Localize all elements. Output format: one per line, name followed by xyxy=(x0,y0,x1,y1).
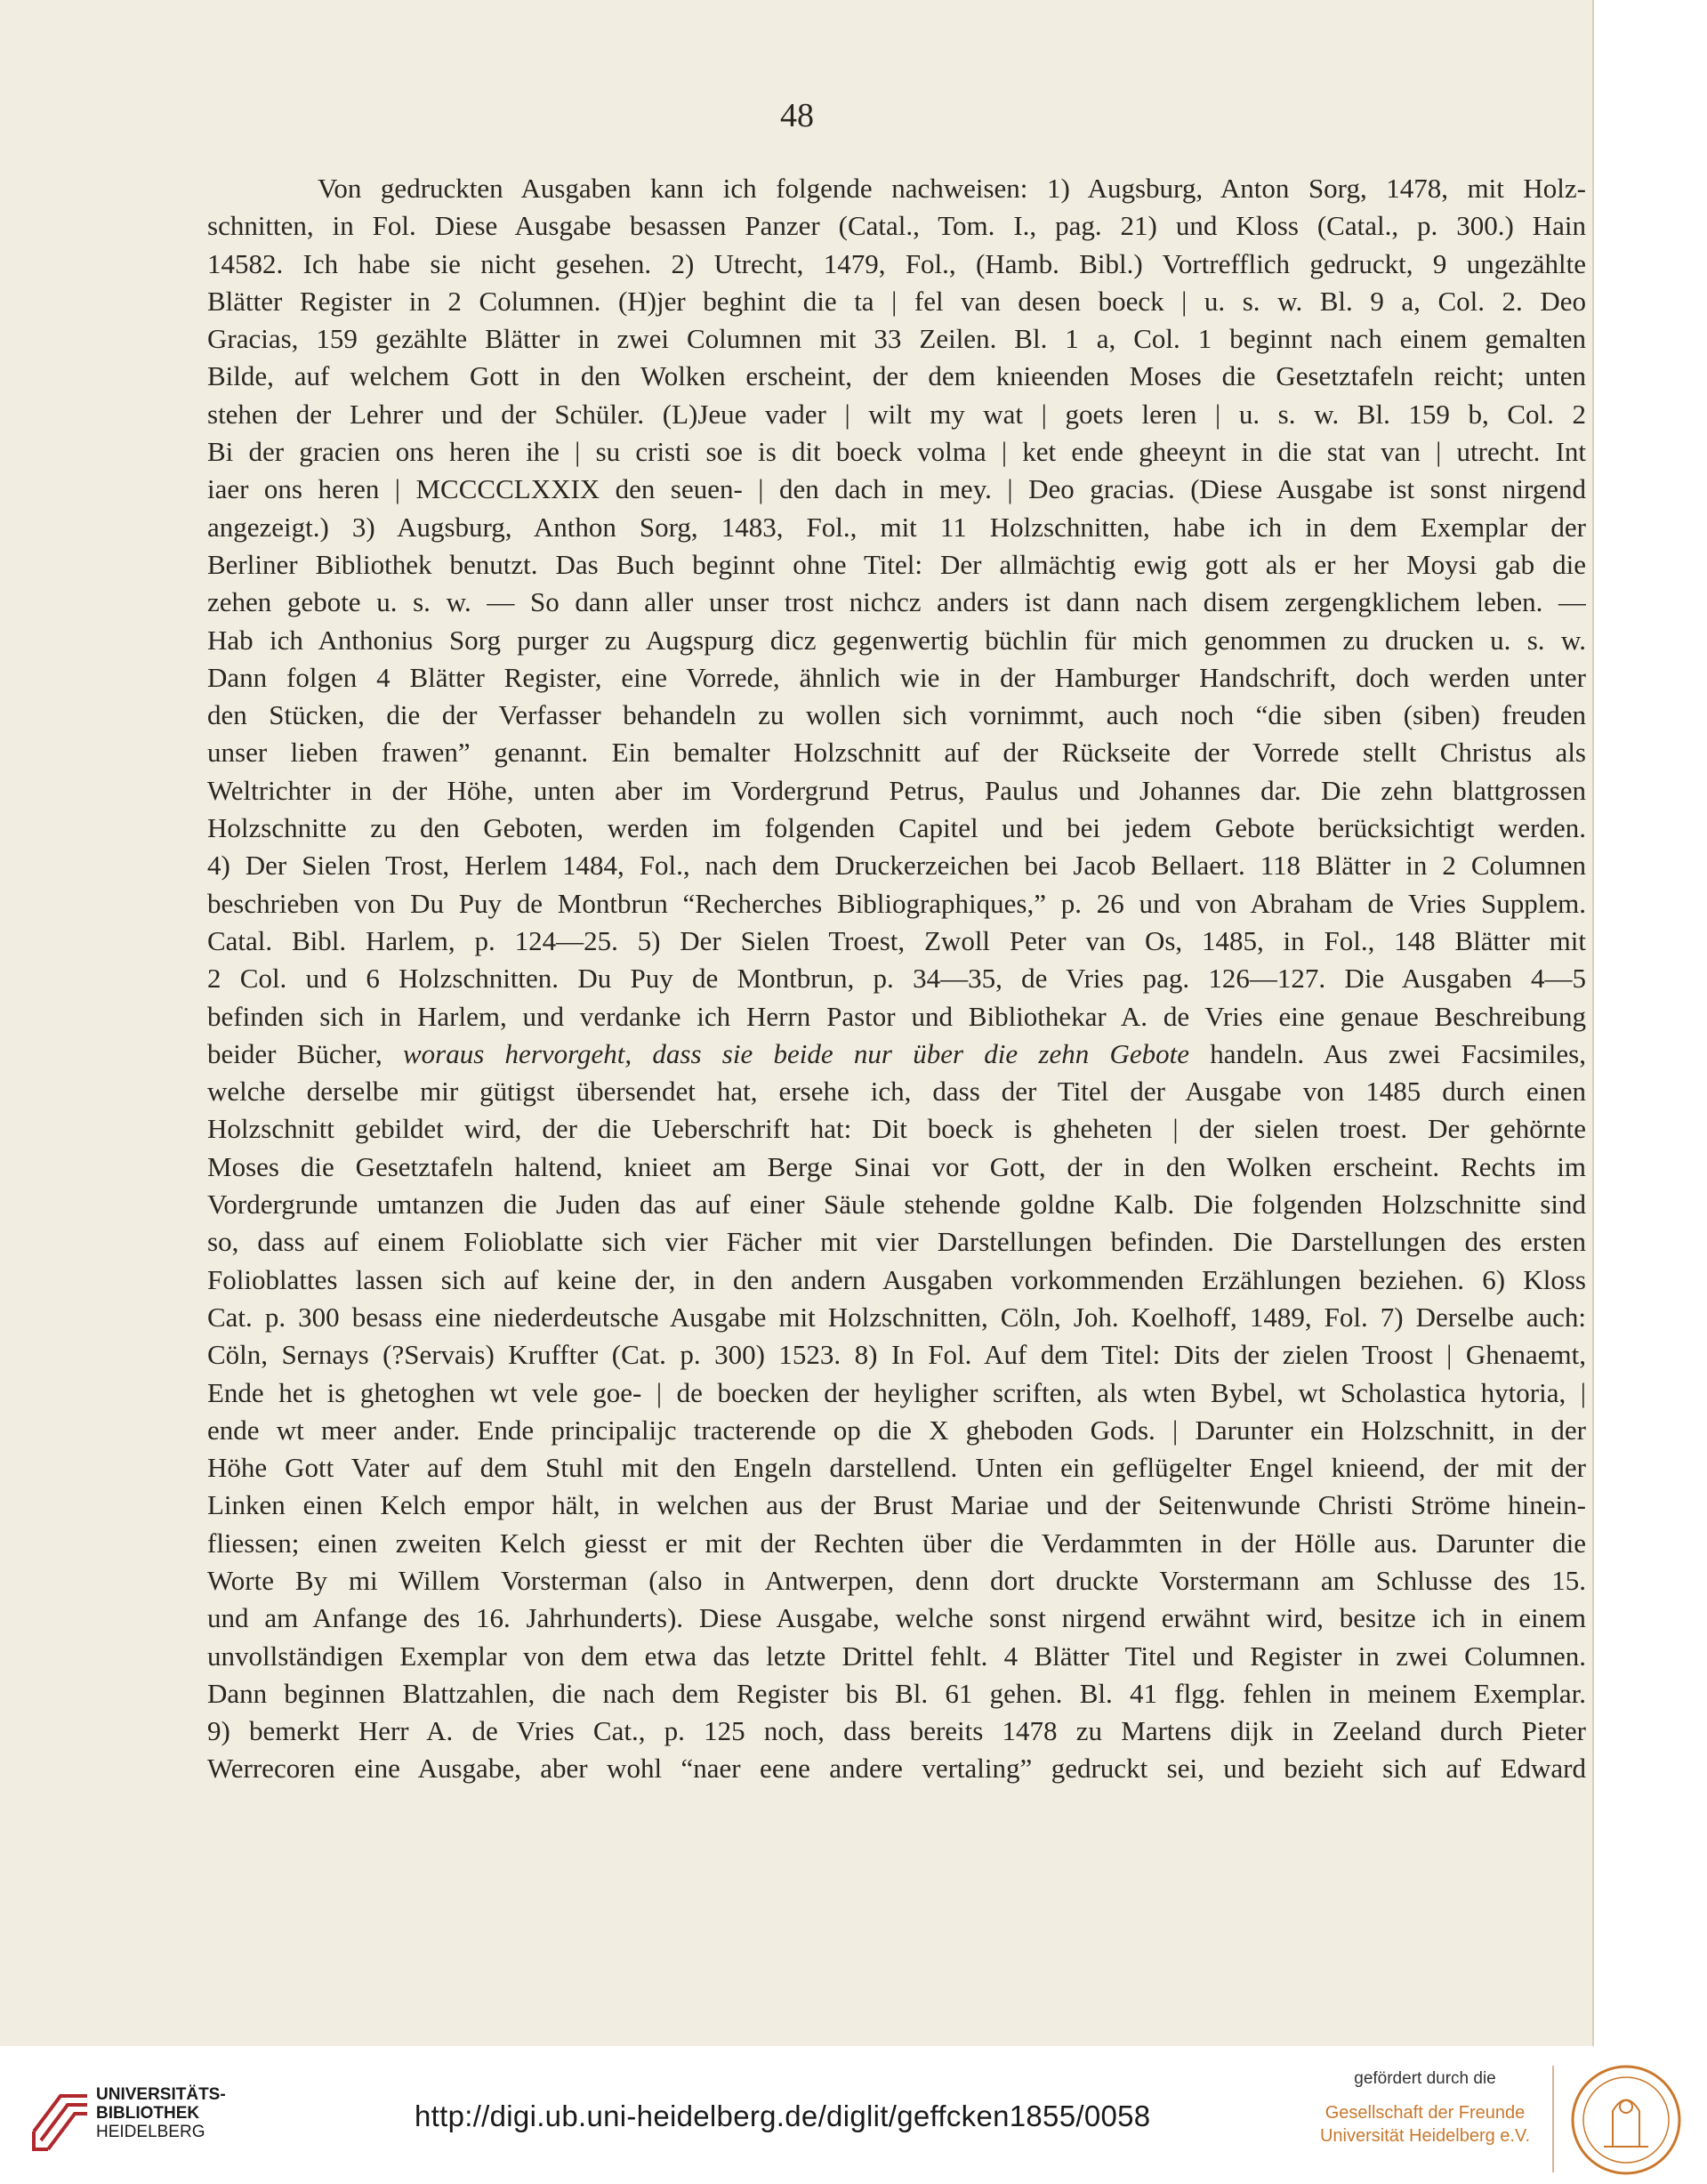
text-line: Blätter Register in 2 Columnen. (H)jer beghint die ta | fel van desen boeck | u. s. w. Bl. 9 a, Col. 2. Deo xyxy=(207,285,1586,317)
text-line: den Stücken, die der Verfasser behandeln zu wollen sich vornimmt, auch noch “die siben (siben) freuden xyxy=(207,699,1586,731)
text-line xyxy=(207,1788,1586,1825)
text-line: Bilde, auf welchem Gott in den Wolken erscheint, der dem knieenden Moses die Gesetztafeln reicht; unten xyxy=(207,360,1586,392)
text-line: angezeigt.) 3) Augsburg, Anthon Sorg, 1483, Fol., mit 11 Holzschnitten, habe ich in dem Exemplar der xyxy=(207,511,1586,543)
emphasized-text: woraus hervorgeht, dass sie beide nur über die zehn Gebote xyxy=(403,1037,1189,1069)
text-line: beider Bücher, woraus hervorgeht, dass sie beide nur über die zehn Gebote handeln. Aus zwei Facsimiles, xyxy=(207,1037,1586,1069)
sponsor-note[interactable] xyxy=(1318,2069,1532,2148)
text-line: so, dass auf einem Folioblatte sich vier Fächer mit vier Darstellungen befinden. Die Darstellungen des ersten xyxy=(207,1226,1586,1258)
text-line: unvollständigen Exemplar von dem etwa das letzte Drittel fehlt. 4 Blätter Titel und Register in zwei Columnen. xyxy=(207,1640,1586,1672)
text-line: Dann beginnen Blattzahlen, die nach dem Register bis Bl. 61 gehen. Bl. 41 flgg. fehlen in meinem Exemplar. xyxy=(207,1677,1586,1709)
text-line: stehen der Lehrer und der Schüler. (L)Jeue vader | wilt my wat | goets leren | u. s. w. Bl. 159 b, Col. 2 xyxy=(207,398,1586,430)
text-line: fliessen; einen zweiten Kelch giesst er mit der Rechten über die Verdammten in der Hölle aus. Darunter die xyxy=(207,1527,1586,1559)
text-line: welche derselbe mir gütigst übersendet hat, ersehe ich, dass der Titel der Ausgabe von 1485 durch einen xyxy=(207,1076,1586,1108)
university-seal-icon xyxy=(1568,2062,1684,2178)
text-line: beschrieben von Du Puy de Montbrun “Recherches Bibliographiques,” p. 26 und von Abraham de Vries Supplem. xyxy=(207,887,1586,919)
text-line: Vordergrunde umtanzen die Juden das auf einer Säule stehende goldne Kalb. Die folgenden Holzschnitte sind xyxy=(207,1189,1586,1221)
text-line: Berliner Bibliothek benutzt. Das Buch beginnt ohne Titel: Der allmächtig ewig gott als er her Moysi gab die xyxy=(207,548,1586,580)
text-line: Werrecoren eine Ausgabe, aber wohl “naer eene andere vertaling” gedruckt sei, und bezieht sich auf Edward xyxy=(207,1753,1586,1785)
text-line: Von gedruckten Ausgaben kann ich folgende nachweisen: 1) Augsburg, Anton Sorg, 1478, mit Holz- xyxy=(318,173,1586,204)
text-line: Weltrichter in der Höhe, unten aber im Vordergrund Petrus, Paulus und Johannes dar. Die zehn blattgrossen xyxy=(207,774,1586,806)
text-line: Ende het is ghetoghen wt vele goe- | de boecken der heyligher scriften, als wten Bybel, wt Scholastica hytoria, | xyxy=(207,1376,1586,1408)
text-line: Holzschnitt gebildet wird, der die Ueberschrift hat: Dit boeck is gheheten | der sielen troest. Der gehörnte xyxy=(207,1113,1586,1145)
footer-divider xyxy=(1552,2066,1554,2172)
text-line: ende wt meer ander. Ende principalijc tracterende op die X gheboden Gods. | Darunter ein Holzschnitt, in der xyxy=(207,1414,1586,1446)
text-line: und am Anfange des 16. Jahrhunderts). Diese Ausgabe, welche sonst nirgend erwähnt wird, besitze ich in einem xyxy=(207,1602,1586,1634)
permalink-url[interactable]: http://digi.ub.uni-heidelberg.de/diglit/geffcken1855/0058 xyxy=(415,2099,1151,2132)
text-line: Bi der gracien ons heren ihe | su cristi soe is dit boeck volma | ket ende gheeynt in die stat van | utrecht. Int xyxy=(207,436,1586,468)
library-name[interactable]: UNIVERSITÄTS- BIBLIOTHEK HEIDELBERG xyxy=(96,2085,226,2141)
page-number: 48 xyxy=(780,97,814,134)
text-line: Worte By mi Willem Vorsterman (also in Antwerpen, denn dort druckte Vorstermann am Schlusse des 15. xyxy=(207,1564,1586,1596)
sponsor-intro: gefördert durch die xyxy=(1354,2069,1496,2088)
text-line: iaer ons heren | MCCCCLXXIX den seuen- | den dach in mey. | Deo gracias. (Diese Ausgabe ist sonst nirgend xyxy=(207,473,1586,505)
text-line: unser lieben frawen” genannt. Ein bemalter Holzschnitt auf der Rückseite der Vorrede stellt Christus als xyxy=(207,737,1586,769)
ub-heidelberg-logo-icon xyxy=(25,2078,101,2155)
body-text xyxy=(207,170,1586,1825)
text-line: Hab ich Anthonius Sorg purger zu Augspurg dicz gegenwertig büchlin für mich genommen zu drucken u. s. w. xyxy=(207,624,1586,656)
text-line: Linken einen Kelch empor hält, in welchen aus der Brust Mariae und der Seitenwunde Christi Ströme hinein- xyxy=(207,1489,1586,1521)
text-line: Höhe Gott Vater auf dem Stuhl mit den Engeln darstellend. Unten ein geflügelter Engel knieend, der mit der xyxy=(207,1452,1586,1484)
text-line: schnitten, in Fol. Diese Ausgabe besassen Panzer (Catal., Tom. I., pag. 21) und Kloss (Catal., p. 300.) Hain xyxy=(207,210,1586,242)
text-line: 2 Col. und 6 Holzschnitten. Du Puy de Montbrun, p. 34—35, de Vries pag. 126—127. Die Ausgaben 4—5 xyxy=(207,963,1586,995)
sponsor-org-line: Universität Heidelberg e.V. xyxy=(1319,2126,1531,2146)
text-line: zehen gebote u. s. w. — So dann aller unser trost nichcz anders ist dann nach disem zergengklichem leben. — xyxy=(207,586,1586,618)
text-line: Folioblattes lassen sich auf keine der, in den andern Ausgaben vorkommenden Erzählungen beziehen. 6) Kloss xyxy=(207,1263,1586,1295)
viewer-footer xyxy=(0,2046,1707,2184)
text-line: Dann folgen 4 Blätter Register, eine Vorrede, ähnlich wie in der Hamburger Handschrift, doch werden unter xyxy=(207,661,1586,693)
text-line: Catal. Bibl. Harlem, p. 124—25. 5) Der Sielen Troest, Zwoll Peter van Os, 1485, in Fol., 148 Blätter mit xyxy=(207,924,1586,956)
text-line: befinden sich in Harlem, und verdanke ich Herrn Pastor und Bibliothekar A. de Vries eine genaue Beschreibung xyxy=(207,1000,1586,1032)
text-line: Cat. p. 300 besass eine niederdeutsche Ausgabe mit Holzschnitten, Cöln, Joh. Koelhoff, 1489, Fol. 7) Derselbe auch: xyxy=(207,1301,1586,1333)
sponsor-org-line: Gesellschaft der Freunde xyxy=(1325,2103,1526,2123)
text-line: Holzschnitte zu den Geboten, werden im folgenden Capitel und bei jedem Gebote berücksichtigt werden. xyxy=(207,812,1586,844)
text-line: 9) bemerkt Herr A. de Vries Cat., p. 125 noch, dass bereits 1478 zu Martens dijk in Zeeland durch Pieter xyxy=(207,1715,1586,1747)
text-line: 4) Der Sielen Trost, Herlem 1484, Fol., nach dem Druckerzeichen bei Jacob Bellaert. 118 Blätter in 2 Columnen xyxy=(207,850,1586,882)
text-line: Gracias, 159 gezählte Blätter in zwei Columnen mit 33 Zeilen. Bl. 1 a, Col. 1 beginnt nach einem gemalten xyxy=(207,323,1586,355)
text-line: 14582. Ich habe sie nicht gesehen. 2) Utrecht, 1479, Fol., (Hamb. Bibl.) Vortrefflich gedruckt, 9 ungezählte xyxy=(207,247,1586,279)
text-line: Moses die Gesetztafeln haltend, knieet am Berge Sinai vor Gott, der in den Wolken erscheint. Rechts im xyxy=(207,1150,1586,1182)
text-line: Cöln, Sernays (?Servais) Kruffter (Cat. p. 300) 1523. 8) In Fol. Auf dem Titel: Dits der zielen Troost | Ghenaemt, xyxy=(207,1339,1586,1371)
